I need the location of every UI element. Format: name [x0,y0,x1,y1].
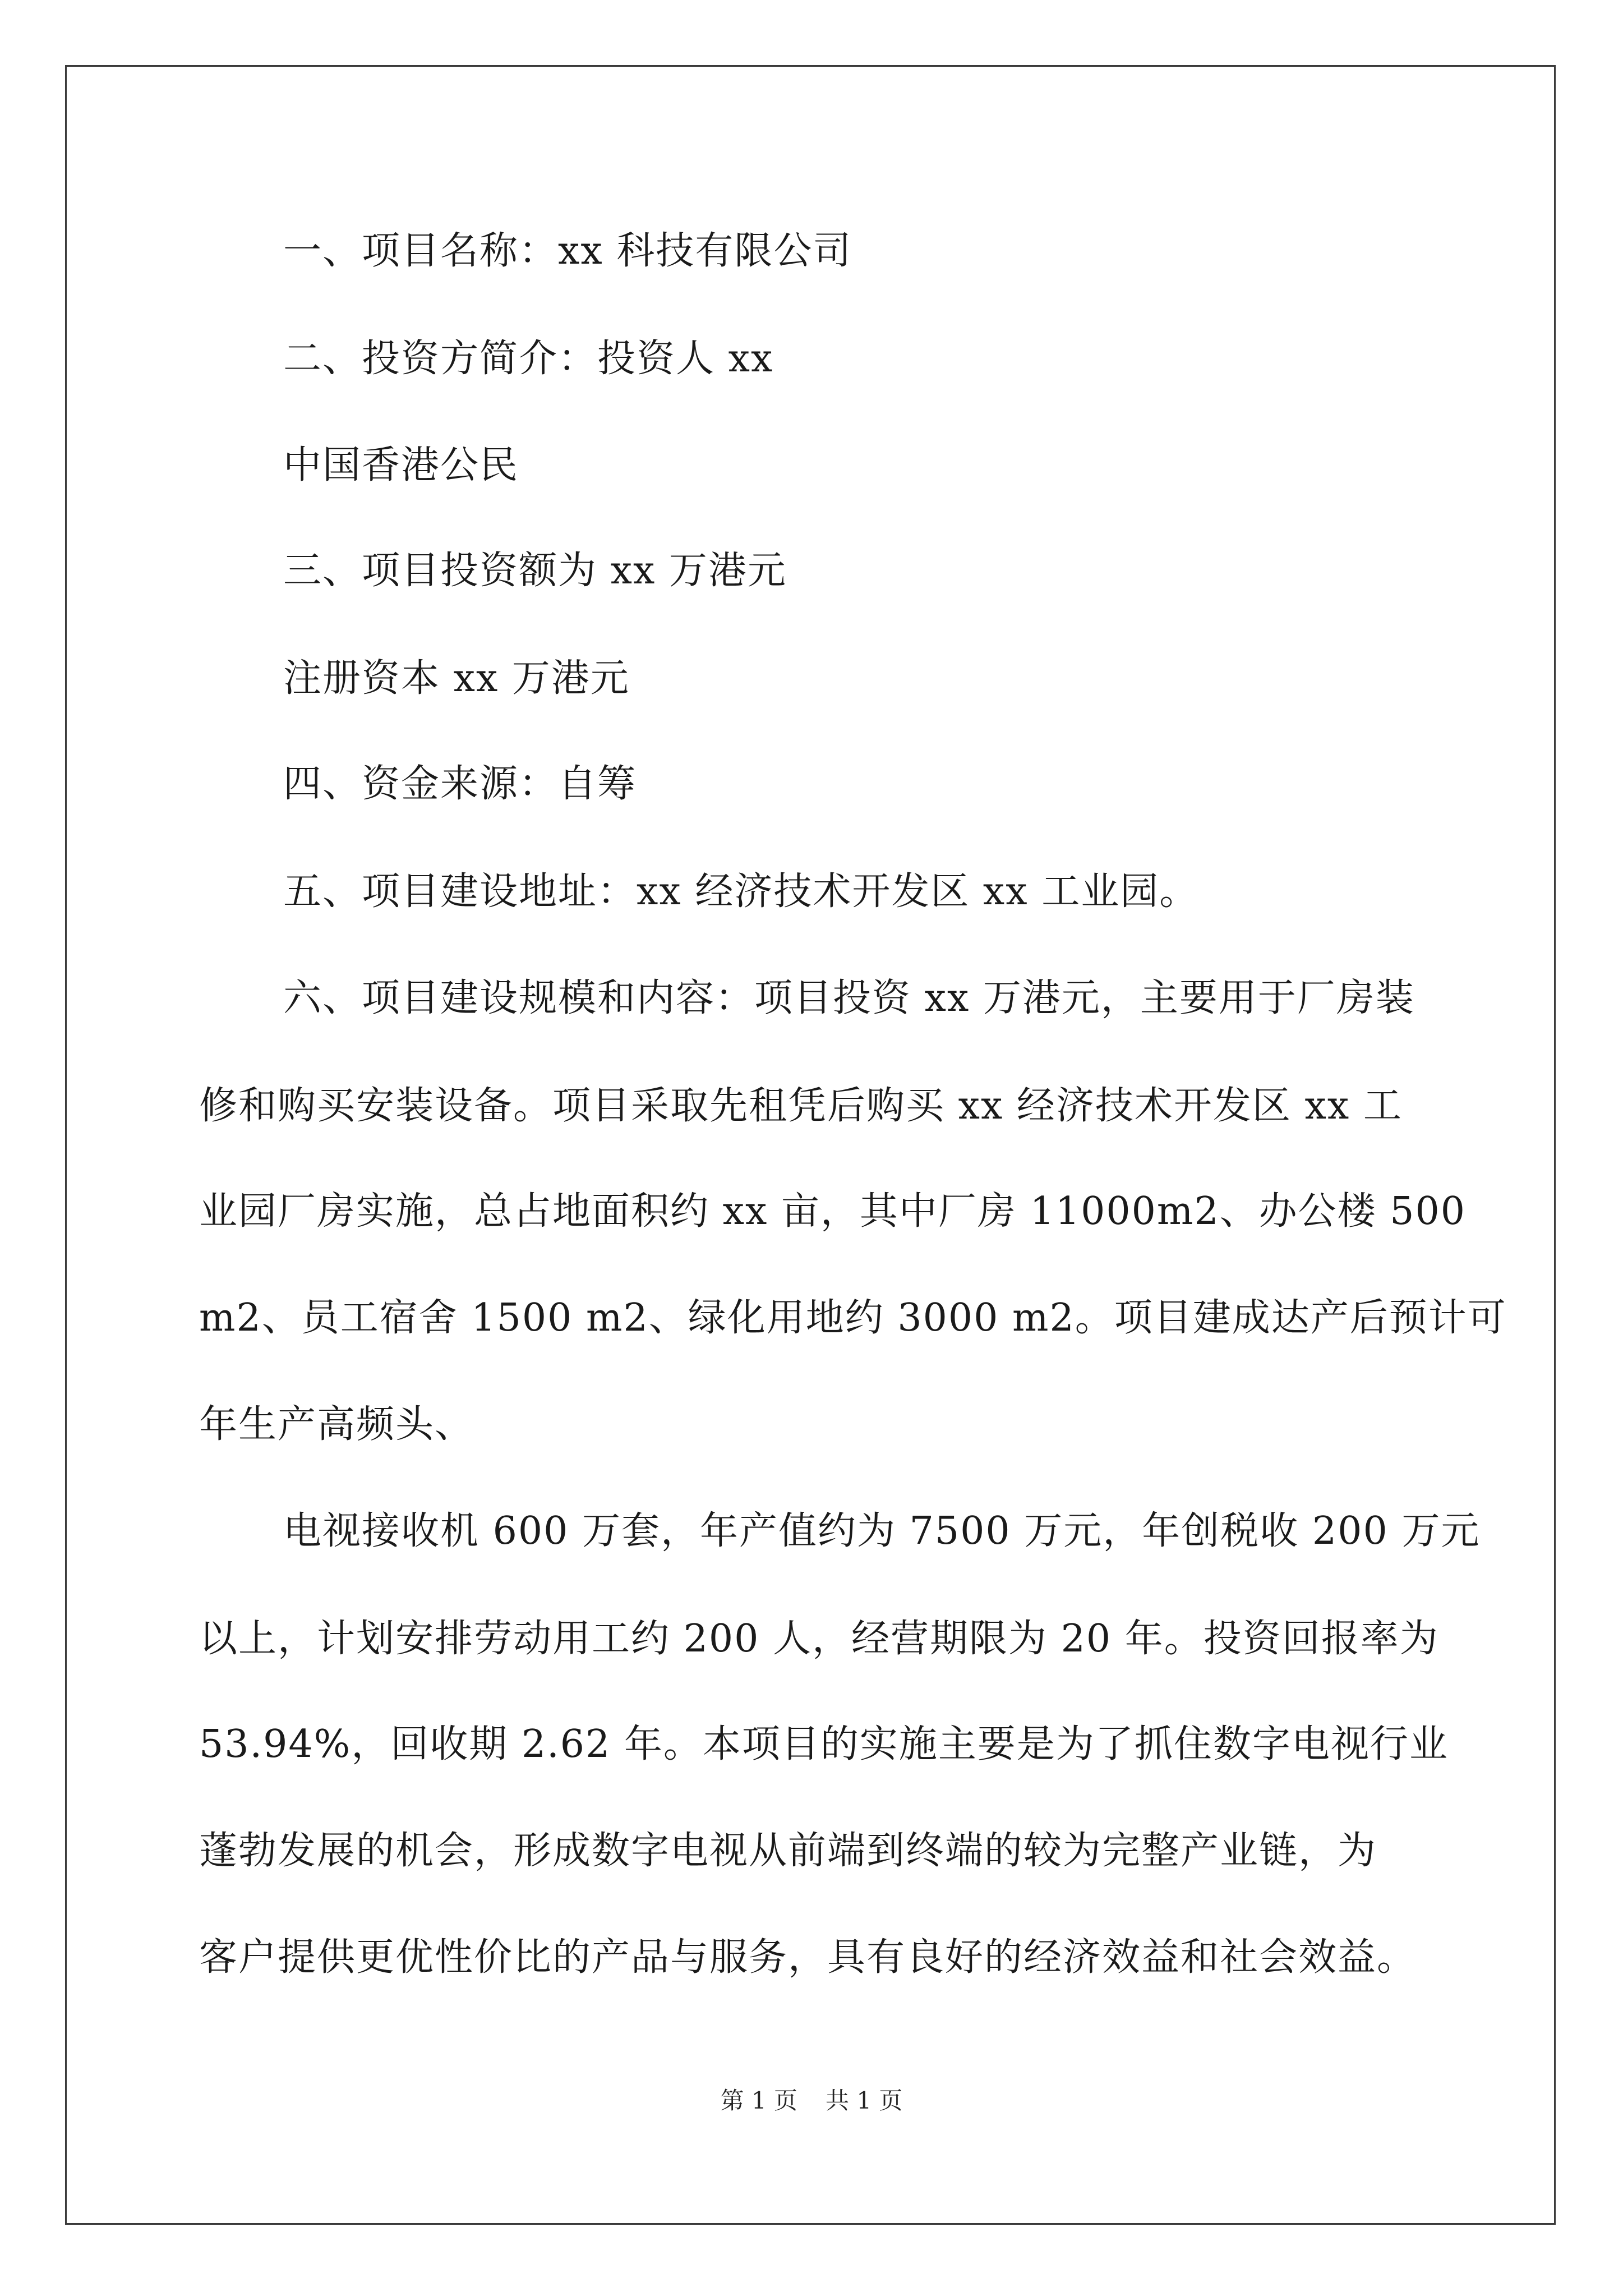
item-project-name: 一、项目名称：xx 科技有限公司 [283,229,852,273]
paragraph6-line-4: m2、员工宿舍 1500 m2、绿化用地约 3000 m2。项目建成达产后预计可 [199,1296,1507,1340]
page-number: 第 1 页 [720,2087,797,2114]
paragraph6-line-1: 六、项目建设规模和内容：项目投资 xx 万港元，主要用于厂房装 [283,976,1415,1020]
paragraph6-line-3: 业园厂房实施，总占地面积约 xx 亩，其中厂房 11000m2、办公楼 500 [199,1189,1467,1234]
item-project-address: 五、项目建设地址：xx 经济技术开发区 xx 工业园。 [283,869,1199,914]
item-investor-intro: 二、投资方简介：投资人 xx [283,337,774,381]
page-border [65,65,1556,2225]
paragraph6-line-2: 修和购买安装设备。项目采取先租凭后购买 xx 经济技术开发区 xx 工 [199,1084,1403,1128]
page-footer [0,2087,1623,2115]
paragraph7-line-5: 客户提供更优性价比的产品与服务，具有良好的经济效益和社会效益。 [199,1935,1417,1980]
page-total: 共 1 页 [826,2087,903,2114]
item-registered-capital: 注册资本 xx 万港元 [283,656,630,701]
paragraph6-line-5: 年生产高频头、 [199,1402,474,1447]
paragraph7-line-3: 53.94%，回收期 2.62 年。本项目的实施主要是为了抓住数字电视行业 [199,1722,1449,1766]
paragraph7-line-4: 蓬勃发展的机会，形成数字电视从前端到终端的较为完整产业链，为 [199,1829,1377,1873]
paragraph7-line-1: 电视接收机 600 万套，年产值约为 7500 万元，年创税收 200 万元 [283,1509,1481,1553]
item-nationality: 中国香港公民 [283,443,519,487]
item-funding-source: 四、资金来源：自筹 [283,762,637,806]
paragraph7-line-2: 以上，计划安排劳动用工约 200 人，经营期限为 20 年。投资回报率为 [199,1617,1439,1661]
item-investment-amount: 三、项目投资额为 xx 万港元 [283,549,787,593]
